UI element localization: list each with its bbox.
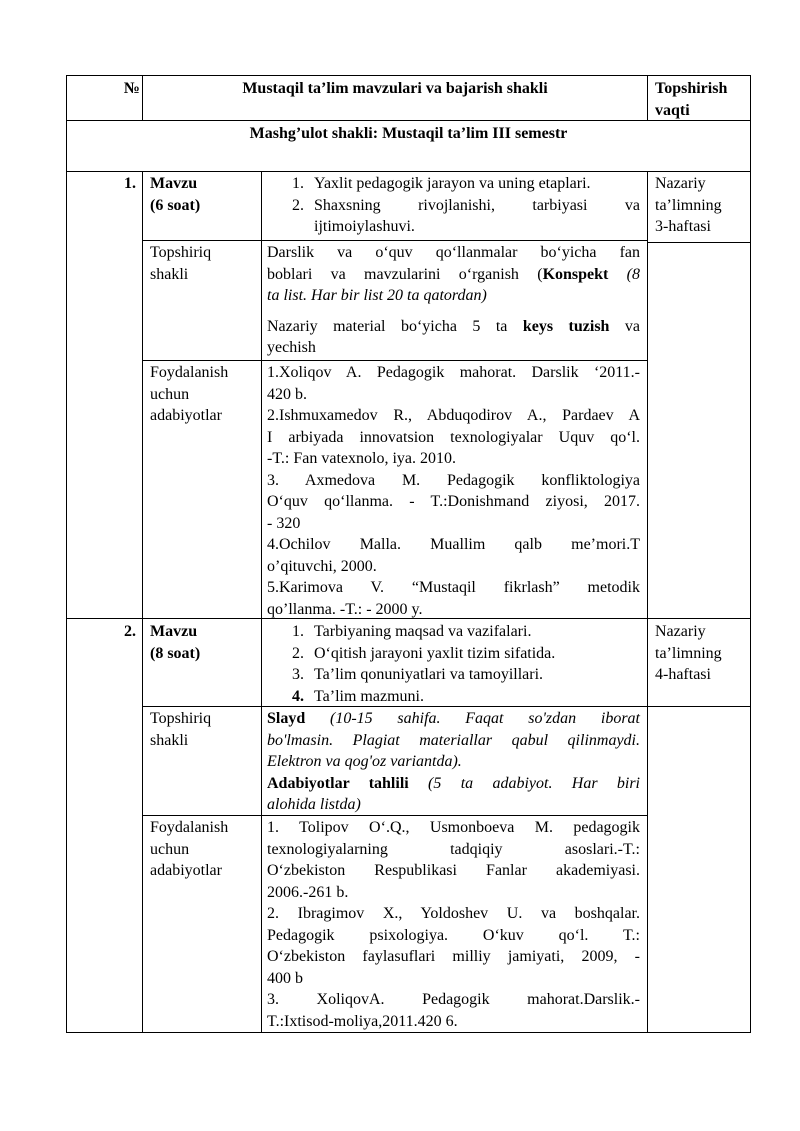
mavzu-label: Mavzu (8 soat) [150,623,201,662]
list-item: 2. O‘qitish jarayoni yaxlit tizim sifatida. [292,644,556,662]
header-deadline: Topshirish vaqti [655,80,728,119]
topic-list [288,173,640,238]
task-label: Topshiriq shakli [150,244,212,283]
topic-list [288,621,640,707]
literature-label: Foydalanish uchun adabiyotlar [150,364,229,424]
list-item: 1. Tarbiyaning maqsad va vazifalari. [292,623,532,640]
list-item: 4. Ta’lim mazmuni. [292,687,424,705]
literature-list: 1. Tolipov O‘.Q., Usmonboeva M. pedagogik texnologiyalarning tadqiqiy asoslari.-T.: O‘zbekiston Respublikasi Fanlar akademiyasi. 2006.-261 b. 2. Ibragimov X., Yoldoshev U. va boshqalar. Pedagogik psixologiya. O‘kuv qo‘l. T.: O‘zbekiston faylasuflari milliy jamiyati, 2009, - 400 b 3. XoliqovA. Pedagogik mahorat.Darslik.- T.:Ixtisod-moliya,2011.420 6. [267,819,640,1030]
task-description: Darslik va o‘quv qo‘llanmalar bo‘yicha fan boblari va mavzularini o‘rganish (Konspekt (8 ta list. Har bir list 20 ta qatordan) Nazariy material bo‘yicha 5 ta keys tuzish va yechish [267,244,641,356]
mavzu-label: Mavzu (6 soat) [150,175,201,214]
list-item: 1. Yaxlit pedagogik jarayon va uning etaplari. [292,175,591,192]
literature-label: Foydalanish uchun adabiyotlar [150,819,229,879]
header-topic: Mustaqil ta’lim mavzulari va bajarish shakli [242,80,548,97]
list-item: 2. Shaxsning rivojlanishi, tarbiyasi va ijtimoiylashuvi. [292,196,640,235]
row-number: 2. [124,623,136,640]
task-label: Topshiriq shakli [150,710,212,749]
section-title: Mashg’ulot shakli: Mustaqil ta’lim III semestr [249,125,568,142]
deadline-cell: Nazariy ta’limning 3-haftasi [655,175,722,235]
header-number: № [123,80,140,97]
list-item: 3. Ta’lim qonuniyatlari va tamoyillari. [292,666,544,683]
literature-list: 1.Xoliqov A. Pedagogik mahorat. Darslik ‘2011.- 420 b. 2.Ishmuxamedov R., Abduqodirov A., Pardaev A I arbiyada innovatsion texnologiyalar Uquv qo‘l. -T.: Fan vatexnolo, iya. 2010. 3. Axmedova M. Pedagogik konfliktologiya O‘quv qo‘llanma. - T.:Donishmand ziyosi, 2017. - 320 4.Ochilov Malla. Muallim qalb me’mori.T o’qituvchi, 2000. 5.Karimova V. “Mustaqil fikrlash” metodik qo’llanma. -T.: - 2000 y. [267,364,640,618]
row-number: 1. [124,175,136,192]
deadline-cell: Nazariy ta’limning 4-haftasi [655,623,722,683]
task-description: Slayd (10-15 sahifa. Faqat so'zdan iborat bo'lmasin. Plagiat materiallar qabul qilinmaydi. Elektron va qog'oz variantda). Adabiyotlar tahlili (5 ta adabiyot. Har biri alohida listda) [267,710,640,813]
